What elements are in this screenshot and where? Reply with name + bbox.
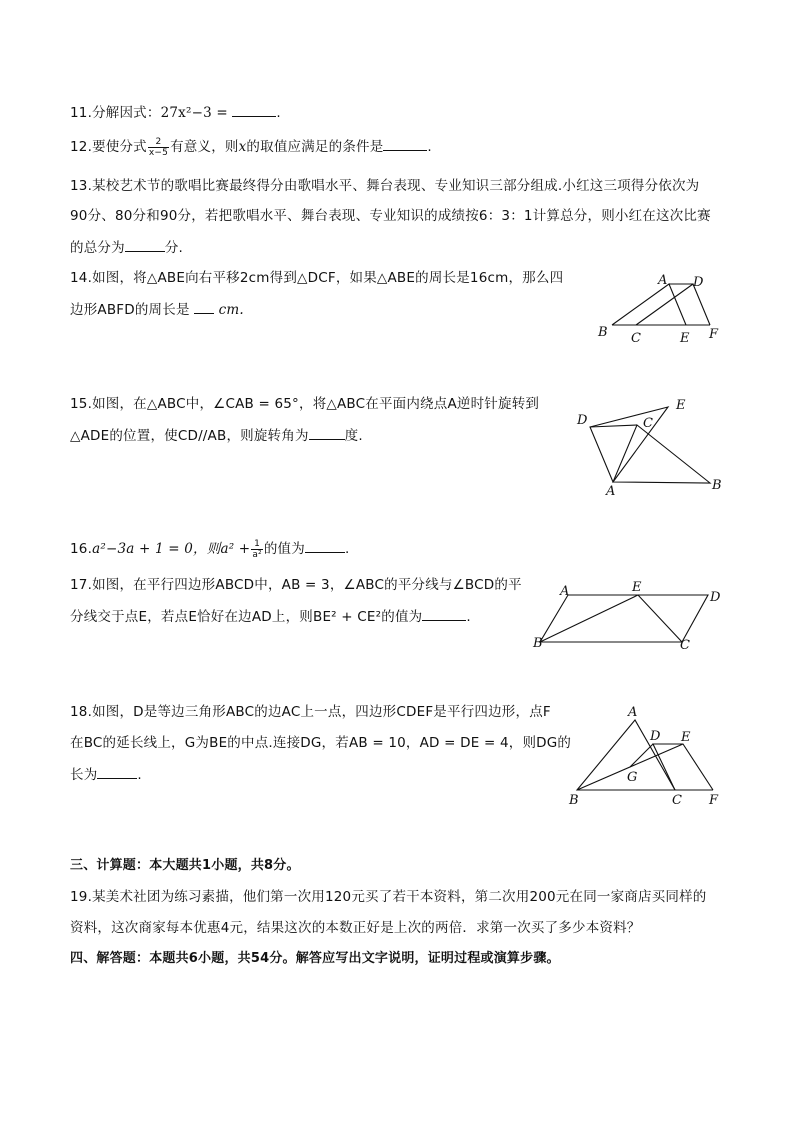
label-e: E	[681, 730, 691, 745]
question-number: 12.	[70, 139, 93, 155]
label-a: A	[628, 705, 638, 720]
segment-dg	[630, 744, 653, 767]
question-18-line-3: 长为 .	[70, 764, 142, 785]
label-d: D	[710, 590, 721, 605]
question-19-line-2: 资料，这次商家每本优惠4元，结果这次的本数正好是上次的两倍．求第一次买了多少本资料？	[70, 920, 641, 936]
section-heading-3: 三、计算题：本大题共1小题，共8分。	[70, 858, 300, 873]
question-17-line-2: 分线交于点E，若点E恰好在边AD上，则BE² + CE²的值为 .	[70, 606, 471, 627]
label-c: C	[631, 331, 641, 346]
math-expression: 27x²−3 =	[160, 105, 228, 121]
label-c: C	[680, 638, 690, 653]
answer-blank[interactable]	[305, 538, 345, 553]
question-16: 16.a²−3a + 1 = 0，则a² + $\frac{1}{\text{a²}}$ 的值为 .	[70, 538, 350, 560]
label-c: C	[672, 793, 682, 808]
triangle-dcf	[636, 284, 710, 325]
label-e: E	[632, 580, 642, 595]
label-e: E	[680, 331, 690, 346]
label-a: A	[658, 273, 668, 288]
question-15-line-2: △ADE的位置，使CD//AB，则旋转角为 度.	[70, 425, 363, 446]
triangle-acb	[613, 425, 710, 483]
question-13-line-2: 90分、80分和90分，若把歌唱水平、舞台表现、专业知识的成绩按6：3：1计算总分，则小红在这次比赛	[70, 208, 711, 224]
answer-blank[interactable]	[422, 606, 466, 621]
figure-q17	[530, 578, 730, 653]
math-expression: a²−3a + 1 = 0，则a² +	[92, 541, 251, 557]
answer-blank[interactable]	[194, 299, 214, 314]
question-13-line-1: 13.某校艺术节的歌唱比赛最终得分由歌唱水平、舞台表现、专业知识三部分组成.小红这三项得分依次为	[70, 178, 700, 194]
question-19-line-1: 19.某美术社团为练习素描，他们第一次用120元买了若干本资料，第二次用200元在同一家商店买同样的	[70, 889, 707, 905]
question-14-line-2: 边形ABFD的周长是 cm.	[70, 299, 244, 320]
answer-blank[interactable]	[232, 102, 276, 117]
question-13-line-3: 的总分为 分.	[70, 237, 183, 258]
question-11: 11.分解因式：27x²−3 = .	[70, 102, 281, 123]
answer-blank[interactable]	[125, 237, 165, 252]
label-c: C	[643, 416, 653, 431]
section-heading-4: 四、解答题：本题共6小题，共54分。解答应写出文字说明，证明过程或演算步骤。	[70, 951, 560, 966]
question-12: 12.要使分式 $\frac{2}{x-5}$ 有意义，则x的取值应满足的条件是 .	[70, 136, 432, 158]
answer-blank[interactable]	[97, 764, 137, 779]
label-b: B	[533, 636, 543, 651]
fraction: $\frac{1}{\text{a²}}$	[252, 538, 262, 560]
question-18-line-2: 在BC的延长线上，G为BE的中点.连接DG，若AB = 10，AD = DE = 4，则DG的	[70, 735, 572, 751]
question-number: 11.	[70, 105, 93, 121]
label-b: B	[712, 478, 722, 493]
label-d: D	[650, 729, 661, 744]
figure-q18	[565, 700, 730, 810]
label-e: E	[676, 398, 686, 413]
label-d: D	[693, 275, 704, 290]
answer-blank[interactable]	[309, 425, 345, 440]
bisectors-be-ce	[540, 595, 682, 642]
question-15-line-1: 15.如图，在△ABC中，∠CAB = 65°，将△ABC在平面内绕点A逆时针旋转到	[70, 396, 540, 412]
label-g: G	[627, 770, 638, 785]
question-17-line-1: 17.如图，在平行四边形ABCD中，AB = 3，∠ABC的平分线与∠BCD的平	[70, 577, 522, 593]
fraction: $\frac{2}{x-5}$	[148, 136, 169, 158]
label-d: D	[577, 413, 588, 428]
figure-q15	[570, 395, 730, 500]
label-b: B	[569, 793, 579, 808]
question-18-line-1: 18.如图，D是等边三角形ABC的边AC上一点，四边形CDEF是平行四边形，点F	[70, 704, 551, 720]
label-b: B	[598, 325, 608, 340]
label-f: F	[709, 327, 719, 342]
label-a: A	[560, 584, 570, 599]
question-14-line-1: 14.如图，将△ABE向右平移2cm得到△DCF，如果△ABE的周长是16cm，那么四	[70, 270, 564, 286]
question-text: 分解因式：	[92, 105, 161, 121]
label-f: F	[709, 793, 719, 808]
answer-blank[interactable]	[383, 136, 427, 151]
figure-q14	[594, 270, 724, 345]
triangle-abe	[612, 284, 686, 325]
label-a: A	[606, 484, 616, 499]
